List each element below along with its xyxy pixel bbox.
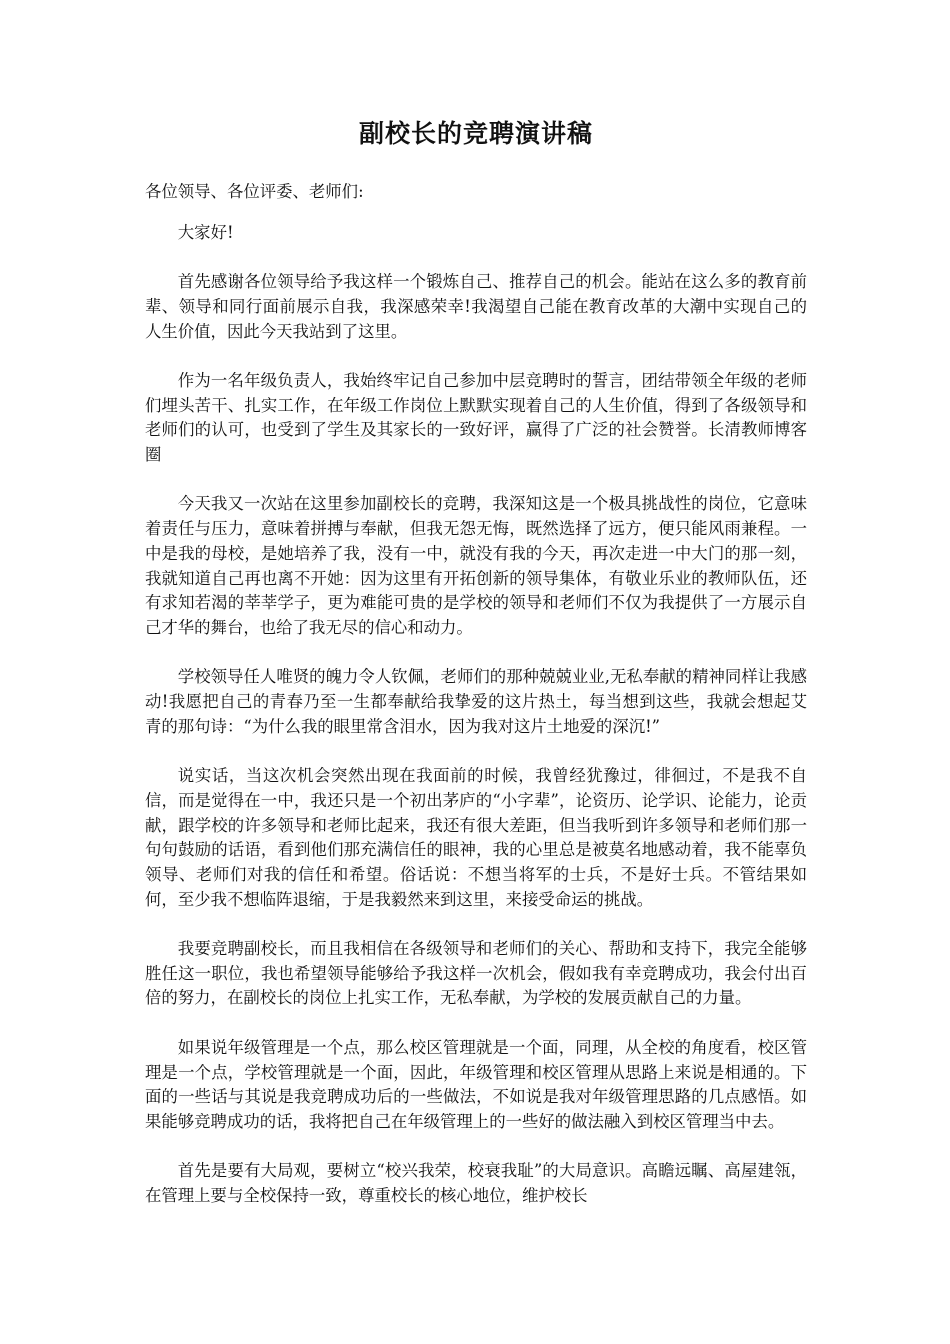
paragraph-challenge: 今天我又一次站在这里参加副校长的竞聘，我深知这是一个极具挑战性的岗位，它意味着责任与压力，意味着拼搏与奉献，但我无怨无悔，既然选择了远方，便只能风雨兼程。一中是我的母校，是她培养了我，没有一中，就没有我的今天，再次走进一中大门的那一刻，我就知道自己再也离不开她：因为这里有开拓创新的领导集体，有敬业乐业的教师队伍，还有求知若渴的莘莘学子，更为难能可贵的是学校的领导和老师们不仅为我提供了一方展示自己才华的舞台，也给了我无尽的信心和动力。	[145, 494, 807, 637]
paragraph-greeting: 大家好!	[177, 222, 234, 242]
paragraph-hesitation: 说实话，当这次机会突然出现在我面前的时候，我曾经犹豫过，徘徊过，不是我不自信，而是觉得在一中，我还只是一个初出茅庐的“小字辈”，论资历、论学识、论能力，论贡献，跟学校的许多领导和老师比起来，我还有很大差距，但当我听到许多领导和老师们那一句句鼓励的话语，看到他们那充满信任的眼神，我的心里总是被莫名地感动着，我不能辜负领导、老师们对我的信任和希望。俗话说：不想当将军的士兵，不是好士兵。不管结果如何，至少我不想临阵退缩，于是我毅然来到这里，来接受命运的挑战。	[145, 766, 807, 909]
paragraph-thanks: 首先感谢各位领导给予我这样一个锻炼自己、推荐自己的机会。能站在这么多的教育前辈、领导和同行面前展示自我，我深感荣幸!我渴望自己能在教育改革的大潮中实现自己的人生价值，因此今天我站到了这里。	[145, 272, 807, 341]
salutation: 各位领导、各位评委、老师们:	[145, 182, 364, 201]
paragraph-overall-view: 首先是要有大局观，要树立“校兴我荣，校衰我耻”的大局意识。高瞻远瞩、高屋建瓴，在管理上要与全校保持一致，尊重校长的核心地位，维护校长	[145, 1161, 807, 1205]
document-title: 副校长的竞聘演讲稿	[358, 119, 593, 148]
paragraph-management: 如果说年级管理是一个点，那么校区管理就是一个面，同理，从全校的角度看，校区管理是一个点，学校管理就是一个面，因此，年级管理和校区管理从思路上来说是相通的。下面的一些话与其说是我竞聘成功后的一些做法，不如说是我对年级管理思路的几点感悟。如果能够竞聘成功的话，我将把自己在年级管理上的一些好的做法融入到校区管理当中去。	[145, 1037, 807, 1131]
paragraph-commitment: 我要竞聘副校长，而且我相信在各级领导和老师们的关心、帮助和支持下，我完全能够胜任这一职位，我也希望领导能够给予我这样一次机会，假如我有幸竞聘成功，我会付出百倍的努力，在副校长的岗位上扎实工作，无私奉献，为学校的发展贡献自己的力量。	[145, 939, 807, 1008]
paragraph-dedication: 学校领导任人唯贤的魄力令人钦佩，老师们的那种兢兢业业,无私奉献的精神同样让我感动!我愿把自己的青春乃至一生都奉献给我挚爱的这片热土，每当想到这些，我就会想起艾青的那句诗：“为什么我的眼里常含泪水，因为我对这片土地爱的深沉!”	[145, 667, 807, 736]
document-body	[145, 114, 807, 1233]
paragraph-grade-leader: 作为一名年级负责人，我始终牢记自己参加中层竞聘时的誓言，团结带领全年级的老师们埋头苦干、扎实工作，在年级工作岗位上默默实现着自己的人生价值，得到了各级领导和老师们的认可，也受到了学生及其家长的一致好评，赢得了广泛的社会赞誉。长清教师博客圈	[145, 370, 807, 464]
